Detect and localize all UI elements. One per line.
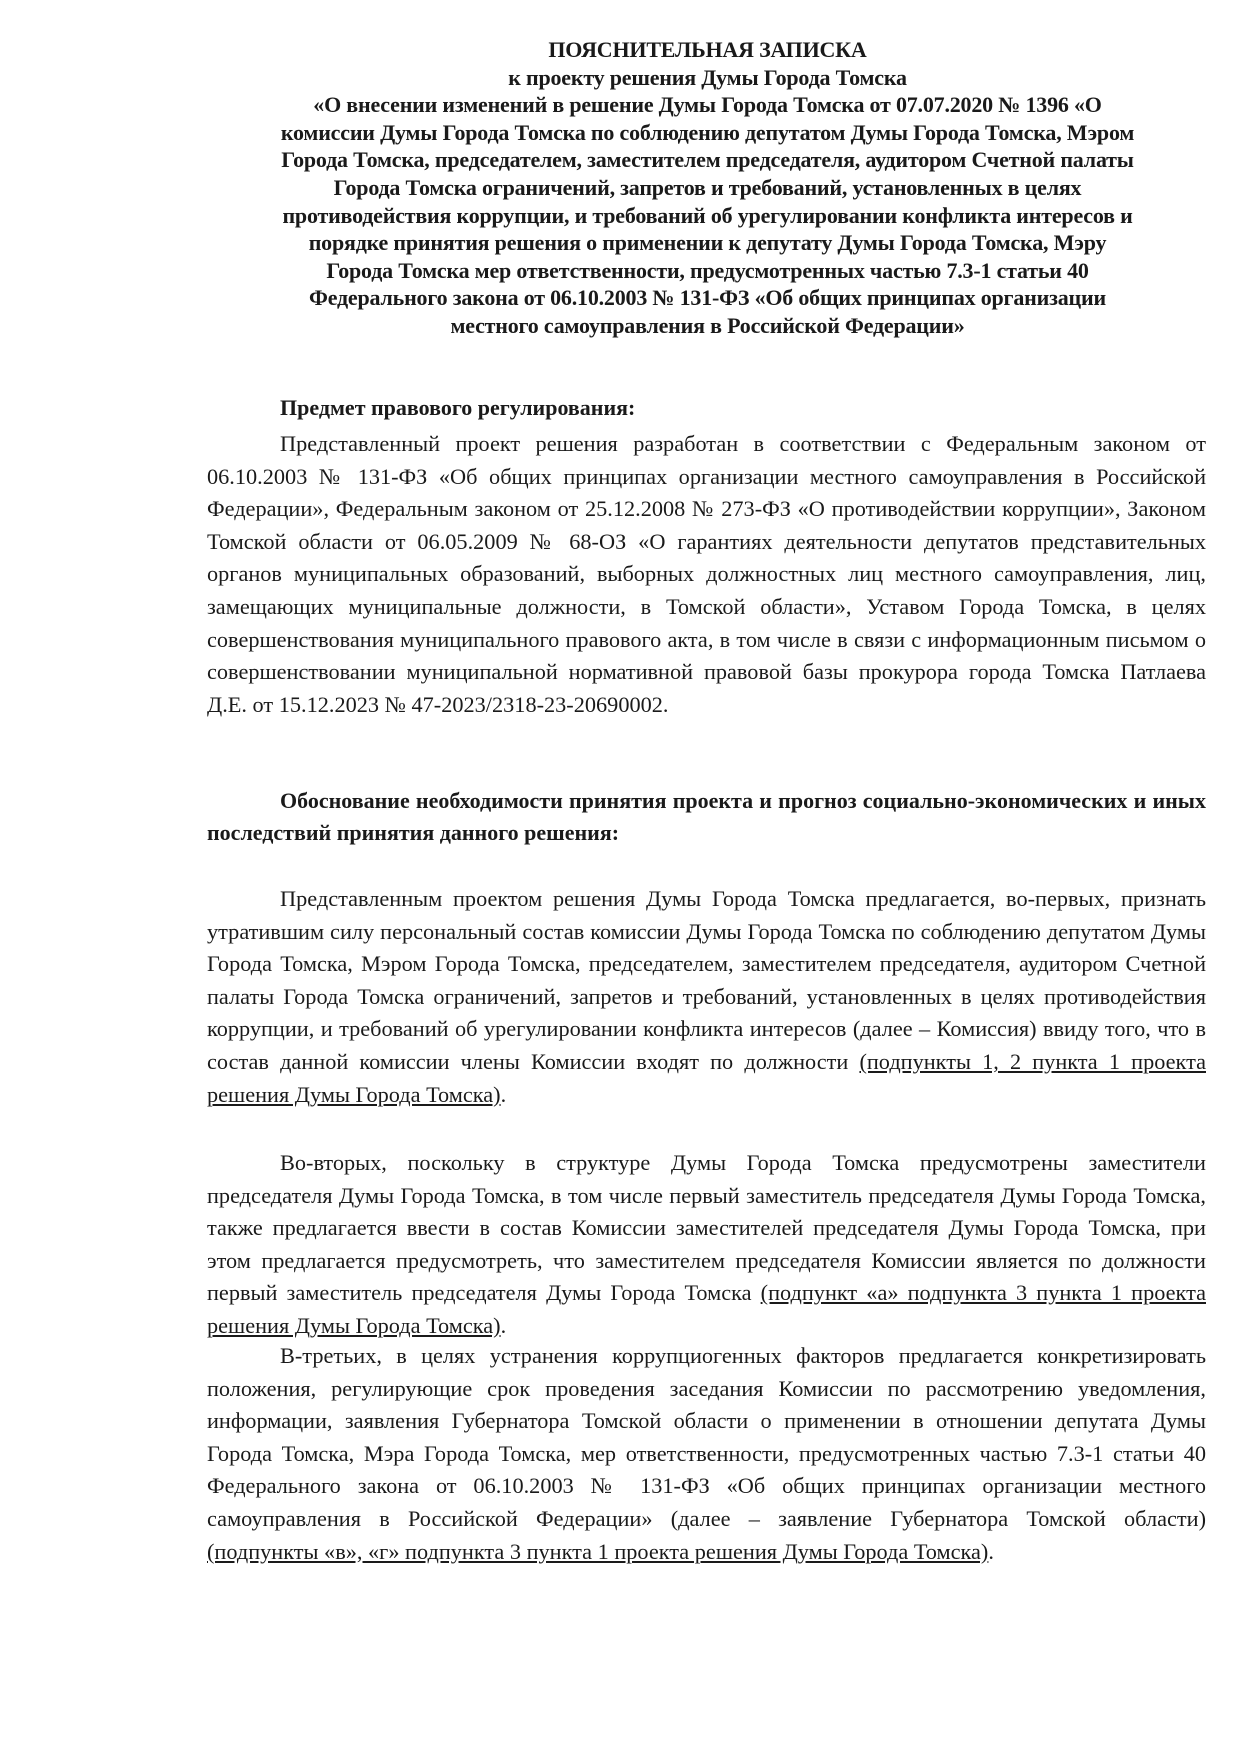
title-line: Города Томска, председателем, заместителем председателя, аудитором Счетной палаты — [281, 147, 1134, 173]
title-line: порядке принятия решения о применении к депутату Думы Города Томска, Мэру — [308, 230, 1107, 256]
document-subtitle: к проекту решения Думы Города Томска — [508, 64, 907, 90]
reference-link: (подпункт «а» подпункта 3 пункта 1 проекта решения Думы Города Томска) — [207, 1280, 1206, 1338]
paragraph-text: Во-вторых, поскольку в структуре Думы Города Томска предусмотрены заместители председателя Думы Города Томска, в том числе первый заместитель председателя Думы Города Томска, также предлагается ввести в состав Комиссии заместителей председателя Думы Города Томска, при этом предлагается предусмотреть, что заместителем председателя Комиссии является по должности первый заместитель председателя Думы Города Томска — [207, 1150, 1206, 1306]
title-line: Города Томска ограничений, запретов и требований, установленных в целях — [333, 174, 1082, 200]
title-line: местного самоуправления в Российской Федерации» — [450, 312, 965, 338]
period: . — [988, 1538, 994, 1564]
title-line: Города Томска мер ответственности, предусмотренных частью 7.3-1 статьи 40 — [326, 257, 1089, 283]
period: . — [500, 1312, 507, 1338]
paragraph-subject: Представленный проект решения разработан в соответствии с Федеральным законом от 06.10.2003 № 131-ФЗ «Об общих принципах организации местного самоуправления в Российской Федерации», Федеральным законом от 25.12.2008 № 273-ФЗ «О противодействии коррупции», Законом Томской области от 06.05.2009 № 68-ОЗ «О гарантиях деятельности депутатов представительных органов муниципальных образований, выборных должностных лиц местного самоуправления, лиц, замещающих муниципальные должности, в Томской области», Уставом Города Томска, в целях совершенствования муниципального правового акта, в том числе в связи с информационным письмом о совершенствовании муниципальной нормативной правовой базы прокурора города Томска Патлаева Д.Е. от 15.12.2023 № 47-2023/2318-23-20690002. — [207, 431, 1206, 717]
section-heading-subject: Предмет правового регулирования: — [280, 395, 636, 420]
section-heading-rationale: Обоснование необходимости принятия проекта и прогноз социально-экономических и иных последствий принятия данного решения: — [207, 788, 1206, 845]
title-line: противодействия коррупции, и требований об урегулировании конфликта интересов и — [282, 202, 1133, 228]
reference-link: (подпункты 1, 2 пункта 1 проекта решения Думы Города Томска) — [207, 1048, 1206, 1107]
paragraph-first — [207, 883, 1206, 1111]
document-title: ПОЯСНИТЕЛЬНАЯ ЗАПИСКА — [548, 37, 867, 62]
paragraph-second — [207, 1147, 1206, 1343]
paragraph-text: Представленным проектом решения Думы Города Томска предлагается, во-первых, признать утратившим силу персональный состав комиссии Думы Города Томска по соблюдению депутатом Думы Города Томска, Мэром Города Томска, председателем, заместителем председателя, аудитором Счетной палаты Города Томска ограничений, запретов и требований, установленных в целях противодействия коррупции, и требований об урегулировании конфликта интересов (далее – Комиссия) ввиду того, что в состав данной комиссии члены Комиссии входят по должности — [207, 886, 1206, 1074]
title-line: Федерального закона от 06.10.2003 № 131-ФЗ «Об общих принципах организации — [309, 285, 1106, 311]
title-line: комиссии Думы Города Томска по соблюдению депутатом Думы Города Томска, Мэром — [280, 119, 1135, 145]
paragraph-text: В-третьих, в целях устранения коррупциогенных факторов предлагается конкретизировать положения, регулирующие срок проведения заседания Комиссии по рассмотрению уведомления, информации, заявления Губернатора Томской области о применении в отношении депутата Думы Города Томска, Мэра Города Томска, мер ответственности, предусмотренных частью 7.3-1 статьи 40 Федерального закона от 06.10.2003 № 131-ФЗ «Об общих принципах организации местного самоуправления в Российской Федерации» (далее – заявление Губернатора Томской области) — [207, 1343, 1206, 1531]
document-title-block — [205, 36, 1210, 340]
paragraph-third — [207, 1340, 1206, 1568]
reference-link: (подпункты «в», «г» подпункта 3 пункта 1 проекта решения Думы Города Томска) — [207, 1538, 989, 1564]
period: . — [500, 1081, 507, 1107]
title-line: «О внесении изменений в решение Думы Города Томска от 07.07.2020 № 1396 «О — [313, 92, 1102, 118]
